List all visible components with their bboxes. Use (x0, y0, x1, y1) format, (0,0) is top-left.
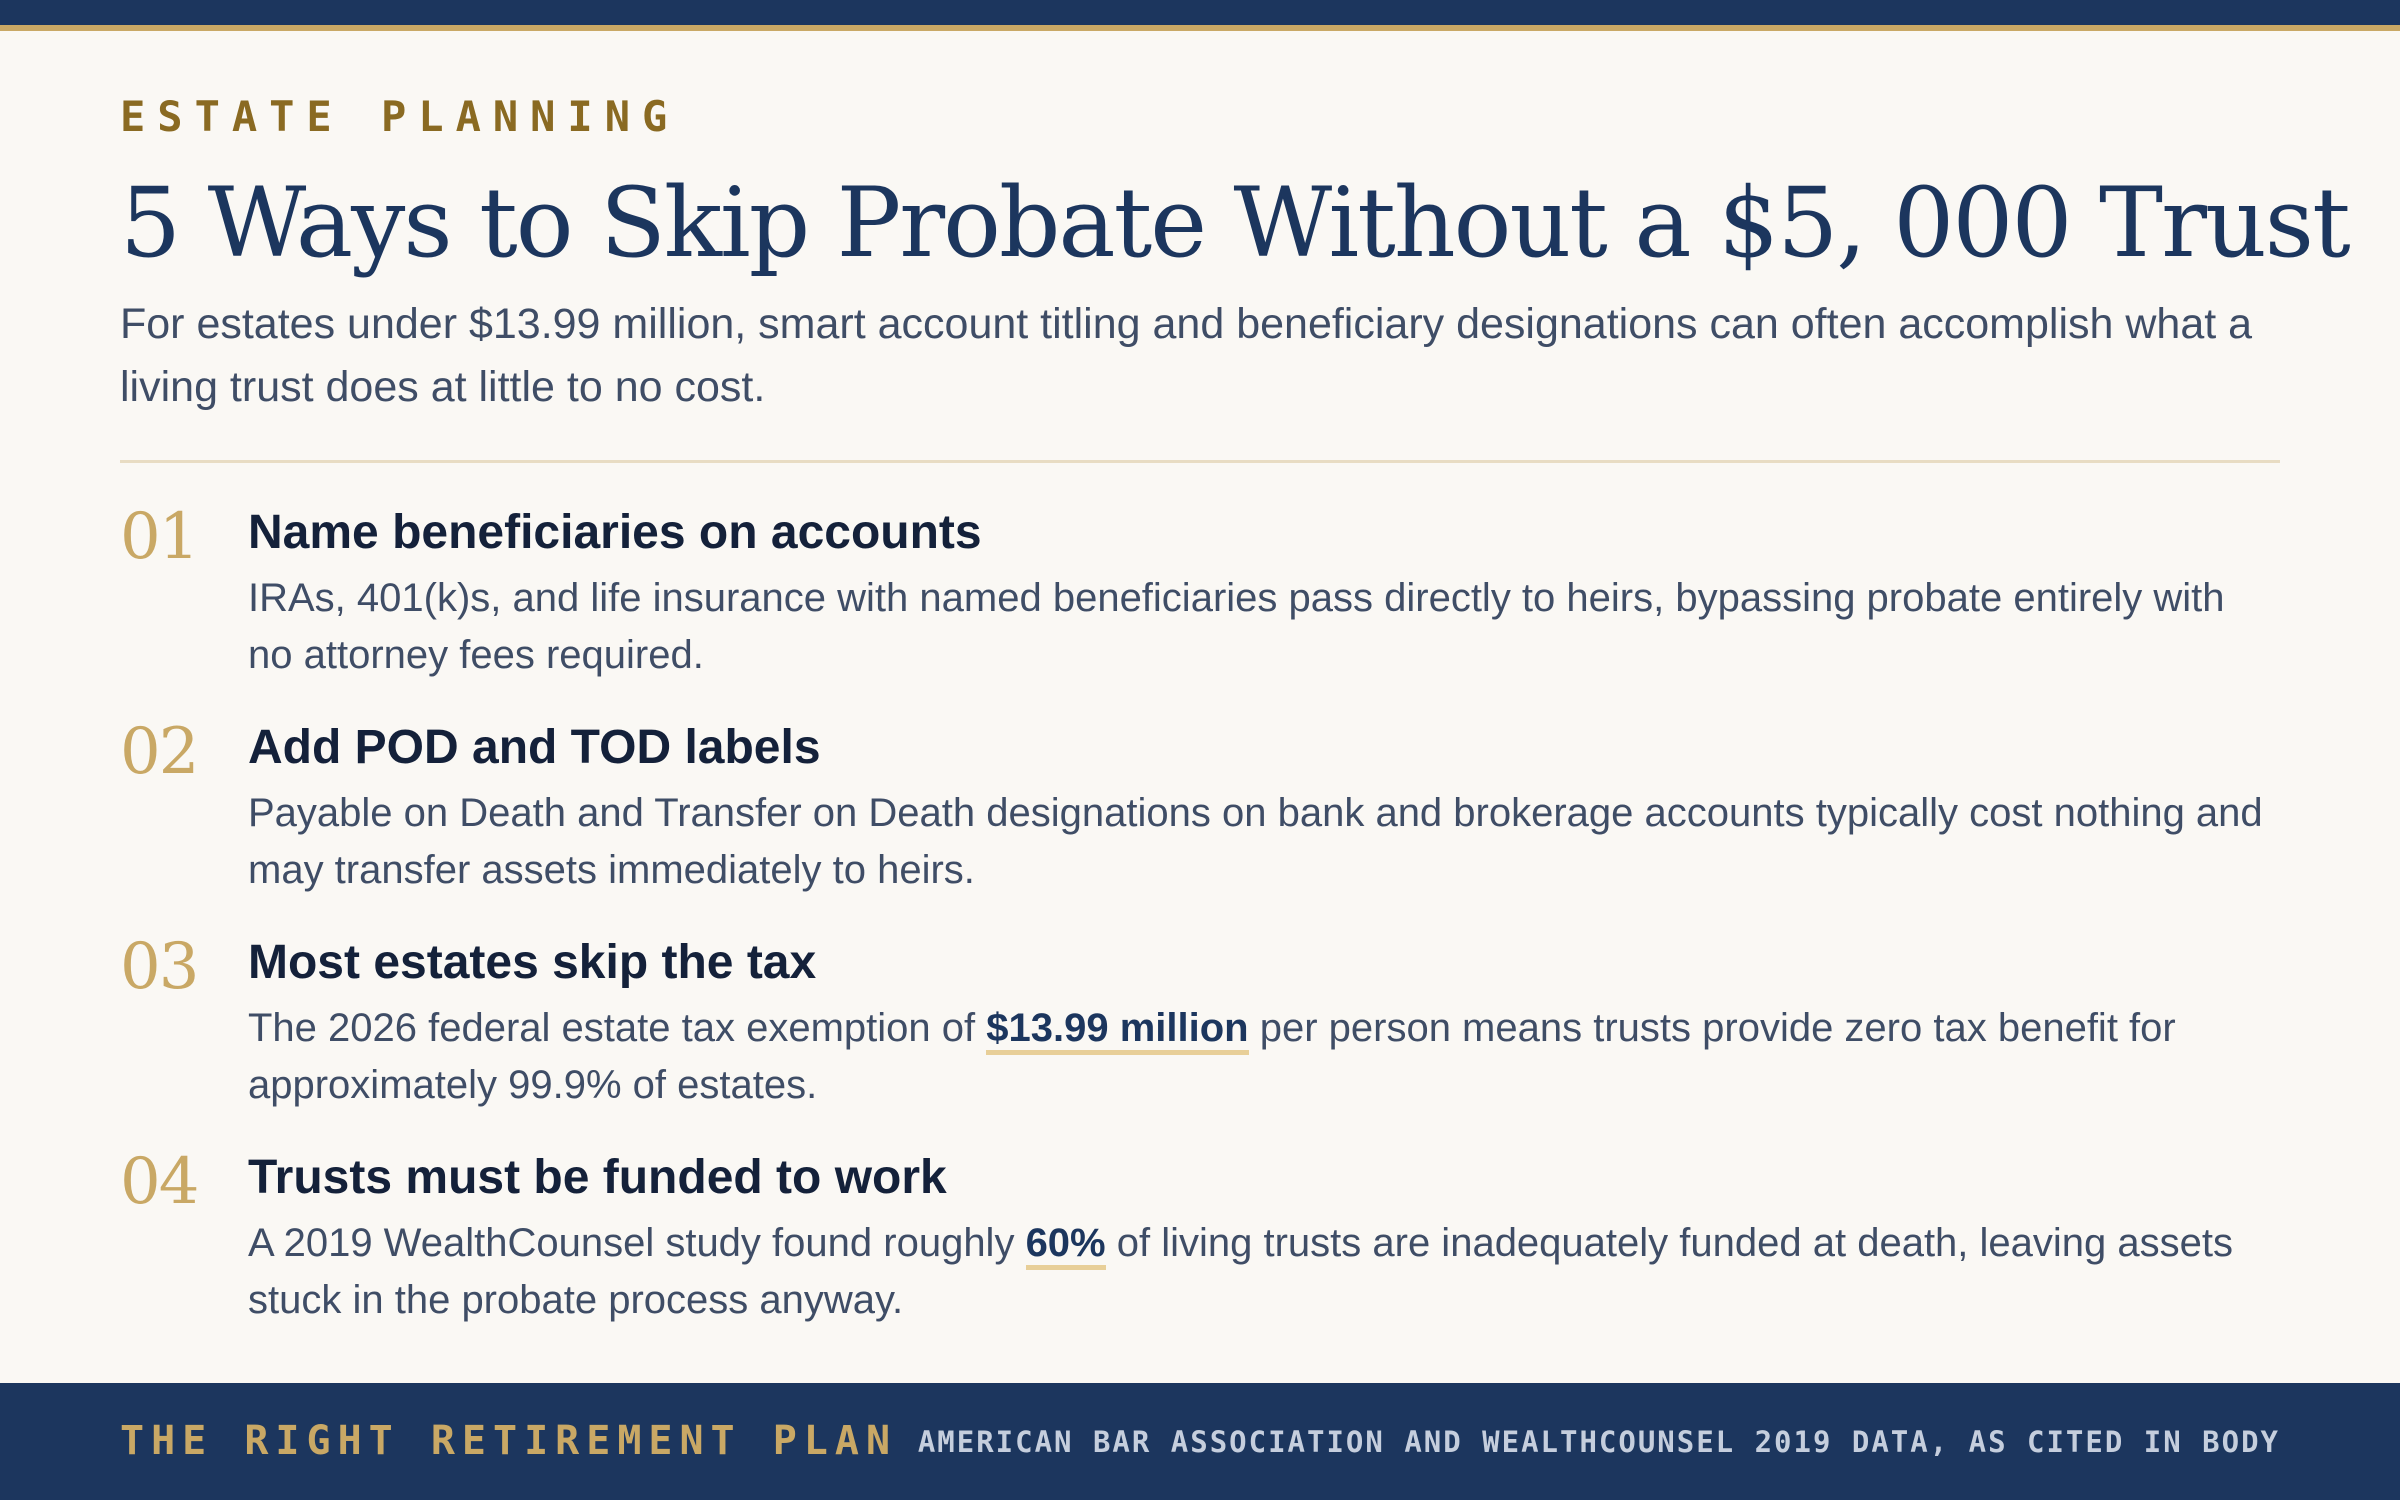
tip-body-text: of living trusts are inadequately funded at death, leaving assets stuck in the probate process anyway. (248, 1221, 2234, 1322)
top-navy-bar (0, 0, 2400, 25)
tips-list (120, 500, 2280, 1360)
tip-body (248, 570, 2278, 684)
tip-item-02 (120, 715, 2280, 930)
page-title: 5 Ways to Skip Probate Without a $5, 000 Trust (120, 167, 2349, 279)
top-gold-rule (0, 25, 2400, 31)
tip-body-text: IRAs, 401(k)s, and life insurance with named beneficiaries pass directly to heirs, bypassing probate entirely with no attorney fees required. (248, 576, 2225, 677)
tip-heading: Most estates skip the tax (248, 936, 817, 989)
tip-item-03 (120, 930, 2280, 1145)
tip-number: 04 (120, 1145, 198, 1219)
tip-number: 03 (120, 930, 198, 1004)
tip-body-text: per person means trusts provide zero tax benefit for approximately 99.9% of estates. (248, 1006, 2176, 1107)
footer-bar (0, 1383, 2400, 1500)
tip-body (248, 1215, 2278, 1329)
highlighted-figure: $13.99 million (986, 1006, 1248, 1055)
header-divider (120, 460, 2280, 463)
tip-body-text: A 2019 WealthCounsel study found roughly (248, 1221, 1026, 1265)
tip-body (248, 785, 2278, 899)
tip-heading: Name beneficiaries on accounts (248, 506, 982, 559)
tip-number: 01 (120, 500, 198, 574)
footer-source: AMERICAN BAR ASSOCIATION AND WEALTHCOUNSEL 2019 DATA, AS CITED IN BODY (917, 1425, 2280, 1459)
tip-body-text: Payable on Death and Transfer on Death designations on bank and brokerage accounts typically cost nothing and may transfer assets immediately to heirs. (248, 791, 2263, 892)
footer-brand: THE RIGHT RETIREMENT PLAN (120, 1418, 898, 1464)
tip-heading: Add POD and TOD labels (248, 721, 821, 774)
tip-item-01 (120, 500, 2280, 715)
page-subtitle: For estates under $13.99 million, smart account titling and beneficiary designations can often accomplish what a living trust does at little to no cost. (120, 300, 2253, 411)
tip-number: 02 (120, 715, 198, 789)
eyebrow-label: ESTATE PLANNING (120, 92, 680, 141)
tip-item-04 (120, 1145, 2280, 1360)
highlighted-figure: 60% (1026, 1221, 1106, 1270)
tip-body-text: The 2026 federal estate tax exemption of (248, 1006, 987, 1050)
tip-body (248, 1000, 2278, 1114)
tip-heading: Trusts must be funded to work (248, 1151, 947, 1204)
